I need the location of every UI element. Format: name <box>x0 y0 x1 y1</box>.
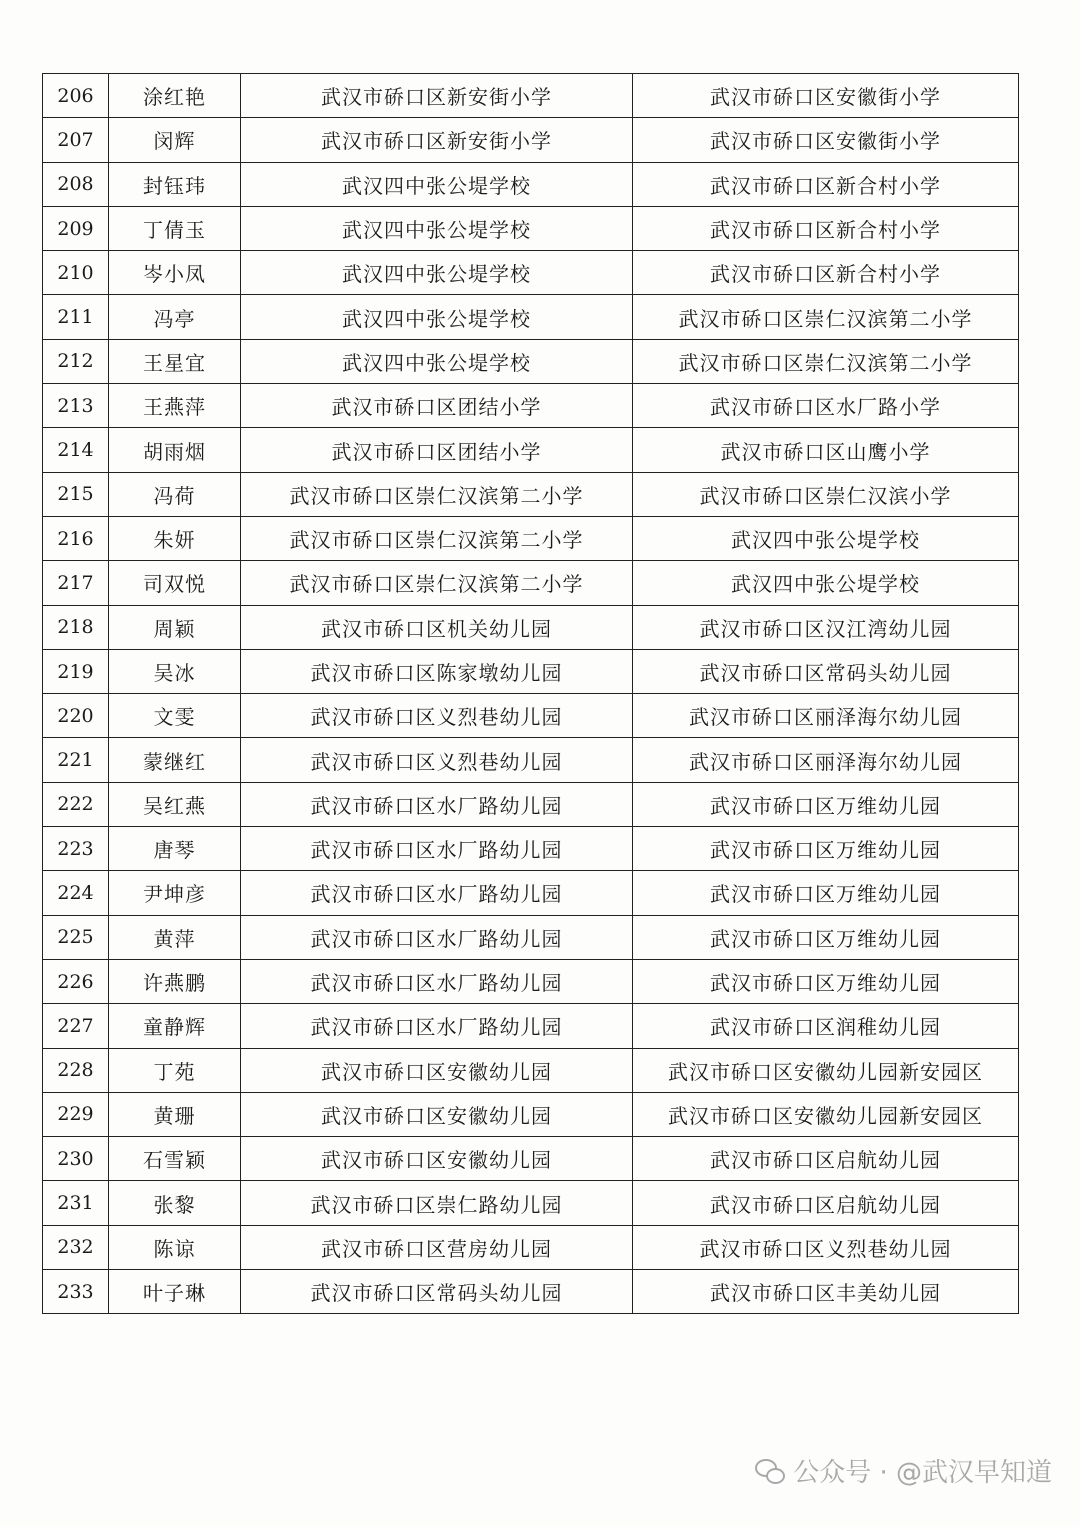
teacher-name: 闵辉 <box>109 118 241 162</box>
table-row <box>43 1004 1019 1048</box>
original-school: 武汉市硚口区崇仁汉滨第二小学 <box>241 561 633 605</box>
new-school: 武汉市硚口区启航幼儿园 <box>633 1181 1019 1225</box>
teacher-name: 朱妍 <box>109 516 241 560</box>
teacher-name: 王燕萍 <box>109 384 241 428</box>
teacher-name: 冯荷 <box>109 472 241 516</box>
new-school: 武汉市硚口区万维幼儿园 <box>633 871 1019 915</box>
original-school: 武汉市硚口区安徽幼儿园 <box>241 1137 633 1181</box>
watermark-text: 公众号 · @武汉早知道 <box>793 1458 1052 1488</box>
teacher-name: 文雯 <box>109 694 241 738</box>
new-school: 武汉市硚口区万维幼儿园 <box>633 827 1019 871</box>
teacher-name: 尹坤彦 <box>109 871 241 915</box>
table-row <box>43 1270 1019 1314</box>
original-school: 武汉四中张公堤学校 <box>241 206 633 250</box>
teacher-name: 叶子琳 <box>109 1270 241 1314</box>
original-school: 武汉市硚口区新安街小学 <box>241 118 633 162</box>
teacher-name: 石雪颖 <box>109 1137 241 1181</box>
row-number: 207 <box>43 118 109 162</box>
new-school: 武汉市硚口区新合村小学 <box>633 251 1019 295</box>
new-school: 武汉市硚口区水厂路小学 <box>633 384 1019 428</box>
new-school: 武汉市硚口区新合村小学 <box>633 206 1019 250</box>
row-number: 213 <box>43 384 109 428</box>
row-number: 221 <box>43 738 109 782</box>
wechat-icon <box>755 1459 785 1483</box>
watermark <box>755 1452 1052 1489</box>
new-school: 武汉市硚口区丰美幼儿园 <box>633 1270 1019 1314</box>
teacher-name: 陈谅 <box>109 1225 241 1269</box>
teacher-name: 胡雨烟 <box>109 428 241 472</box>
original-school: 武汉市硚口区崇仁汉滨第二小学 <box>241 472 633 516</box>
row-number: 206 <box>43 74 109 118</box>
new-school: 武汉市硚口区新合村小学 <box>633 162 1019 206</box>
new-school: 武汉市硚口区安徽街小学 <box>633 74 1019 118</box>
row-number: 222 <box>43 782 109 826</box>
teacher-name: 蒙继红 <box>109 738 241 782</box>
teacher-name: 丁苑 <box>109 1048 241 1092</box>
row-number: 227 <box>43 1004 109 1048</box>
teacher-name: 黄萍 <box>109 915 241 959</box>
teacher-name: 唐琴 <box>109 827 241 871</box>
row-number: 233 <box>43 1270 109 1314</box>
original-school: 武汉市硚口区陈家墩幼儿园 <box>241 649 633 693</box>
table-row <box>43 1225 1019 1269</box>
original-school: 武汉四中张公堤学校 <box>241 339 633 383</box>
table-row <box>43 162 1019 206</box>
transfer-roster-table <box>42 73 1019 1314</box>
row-number: 230 <box>43 1137 109 1181</box>
original-school: 武汉市硚口区水厂路幼儿园 <box>241 827 633 871</box>
table-row <box>43 251 1019 295</box>
table-row <box>43 1181 1019 1225</box>
table-row <box>43 605 1019 649</box>
teacher-name: 岑小凤 <box>109 251 241 295</box>
teacher-name: 丁倩玉 <box>109 206 241 250</box>
table-row <box>43 1092 1019 1136</box>
new-school: 武汉四中张公堤学校 <box>633 561 1019 605</box>
row-number: 220 <box>43 694 109 738</box>
table-row <box>43 472 1019 516</box>
new-school: 武汉市硚口区安徽幼儿园新安园区 <box>633 1092 1019 1136</box>
row-number: 219 <box>43 649 109 693</box>
original-school: 武汉市硚口区水厂路幼儿园 <box>241 959 633 1003</box>
teacher-name: 司双悦 <box>109 561 241 605</box>
teacher-name: 周颖 <box>109 605 241 649</box>
row-number: 232 <box>43 1225 109 1269</box>
table-row <box>43 915 1019 959</box>
new-school: 武汉市硚口区丽泽海尔幼儿园 <box>633 738 1019 782</box>
original-school: 武汉市硚口区义烈巷幼儿园 <box>241 694 633 738</box>
new-school: 武汉市硚口区崇仁汉滨第二小学 <box>633 295 1019 339</box>
table-row <box>43 871 1019 915</box>
row-number: 209 <box>43 206 109 250</box>
new-school: 武汉四中张公堤学校 <box>633 516 1019 560</box>
new-school: 武汉市硚口区崇仁汉滨小学 <box>633 472 1019 516</box>
original-school: 武汉四中张公堤学校 <box>241 251 633 295</box>
row-number: 216 <box>43 516 109 560</box>
original-school: 武汉市硚口区水厂路幼儿园 <box>241 871 633 915</box>
teacher-name: 童静辉 <box>109 1004 241 1048</box>
original-school: 武汉市硚口区营房幼儿园 <box>241 1225 633 1269</box>
original-school: 武汉市硚口区常码头幼儿园 <box>241 1270 633 1314</box>
new-school: 武汉市硚口区丽泽海尔幼儿园 <box>633 694 1019 738</box>
new-school: 武汉市硚口区万维幼儿园 <box>633 915 1019 959</box>
table-row <box>43 1137 1019 1181</box>
row-number: 217 <box>43 561 109 605</box>
new-school: 武汉市硚口区崇仁汉滨第二小学 <box>633 339 1019 383</box>
teacher-name: 吴红燕 <box>109 782 241 826</box>
row-number: 208 <box>43 162 109 206</box>
row-number: 229 <box>43 1092 109 1136</box>
original-school: 武汉四中张公堤学校 <box>241 295 633 339</box>
row-number: 212 <box>43 339 109 383</box>
original-school: 武汉市硚口区机关幼儿园 <box>241 605 633 649</box>
table-row <box>43 516 1019 560</box>
row-number: 224 <box>43 871 109 915</box>
table-row <box>43 959 1019 1003</box>
new-school: 武汉市硚口区安徽幼儿园新安园区 <box>633 1048 1019 1092</box>
teacher-name: 涂红艳 <box>109 74 241 118</box>
original-school: 武汉市硚口区团结小学 <box>241 384 633 428</box>
original-school: 武汉市硚口区水厂路幼儿园 <box>241 782 633 826</box>
table-row <box>43 428 1019 472</box>
row-number: 211 <box>43 295 109 339</box>
teacher-name: 黄珊 <box>109 1092 241 1136</box>
row-number: 218 <box>43 605 109 649</box>
table-row <box>43 118 1019 162</box>
table-row <box>43 206 1019 250</box>
original-school: 武汉市硚口区新安街小学 <box>241 74 633 118</box>
original-school: 武汉市硚口区水厂路幼儿园 <box>241 1004 633 1048</box>
table-row <box>43 827 1019 871</box>
new-school: 武汉市硚口区安徽街小学 <box>633 118 1019 162</box>
original-school: 武汉市硚口区义烈巷幼儿园 <box>241 738 633 782</box>
row-number: 215 <box>43 472 109 516</box>
table-row <box>43 561 1019 605</box>
table-row <box>43 649 1019 693</box>
table-row <box>43 384 1019 428</box>
original-school: 武汉市硚口区崇仁路幼儿园 <box>241 1181 633 1225</box>
teacher-name: 张黎 <box>109 1181 241 1225</box>
original-school: 武汉市硚口区安徽幼儿园 <box>241 1092 633 1136</box>
table-row <box>43 782 1019 826</box>
original-school: 武汉市硚口区团结小学 <box>241 428 633 472</box>
table-row <box>43 694 1019 738</box>
new-school: 武汉市硚口区常码头幼儿园 <box>633 649 1019 693</box>
row-number: 223 <box>43 827 109 871</box>
teacher-name: 许燕鹏 <box>109 959 241 1003</box>
row-number: 214 <box>43 428 109 472</box>
table-row <box>43 339 1019 383</box>
row-number: 225 <box>43 915 109 959</box>
new-school: 武汉市硚口区润稚幼儿园 <box>633 1004 1019 1048</box>
new-school: 武汉市硚口区汉江湾幼儿园 <box>633 605 1019 649</box>
table-row <box>43 738 1019 782</box>
row-number: 231 <box>43 1181 109 1225</box>
original-school: 武汉市硚口区水厂路幼儿园 <box>241 915 633 959</box>
new-school: 武汉市硚口区万维幼儿园 <box>633 959 1019 1003</box>
original-school: 武汉四中张公堤学校 <box>241 162 633 206</box>
table-row <box>43 295 1019 339</box>
row-number: 210 <box>43 251 109 295</box>
original-school: 武汉市硚口区崇仁汉滨第二小学 <box>241 516 633 560</box>
teacher-name: 吴冰 <box>109 649 241 693</box>
row-number: 226 <box>43 959 109 1003</box>
teacher-name: 冯亭 <box>109 295 241 339</box>
new-school: 武汉市硚口区义烈巷幼儿园 <box>633 1225 1019 1269</box>
roster-body <box>43 74 1019 1314</box>
table-row <box>43 74 1019 118</box>
new-school: 武汉市硚口区启航幼儿园 <box>633 1137 1019 1181</box>
table-row <box>43 1048 1019 1092</box>
new-school: 武汉市硚口区万维幼儿园 <box>633 782 1019 826</box>
original-school: 武汉市硚口区安徽幼儿园 <box>241 1048 633 1092</box>
new-school: 武汉市硚口区山鹰小学 <box>633 428 1019 472</box>
teacher-name: 王星宜 <box>109 339 241 383</box>
teacher-name: 封钰玮 <box>109 162 241 206</box>
row-number: 228 <box>43 1048 109 1092</box>
